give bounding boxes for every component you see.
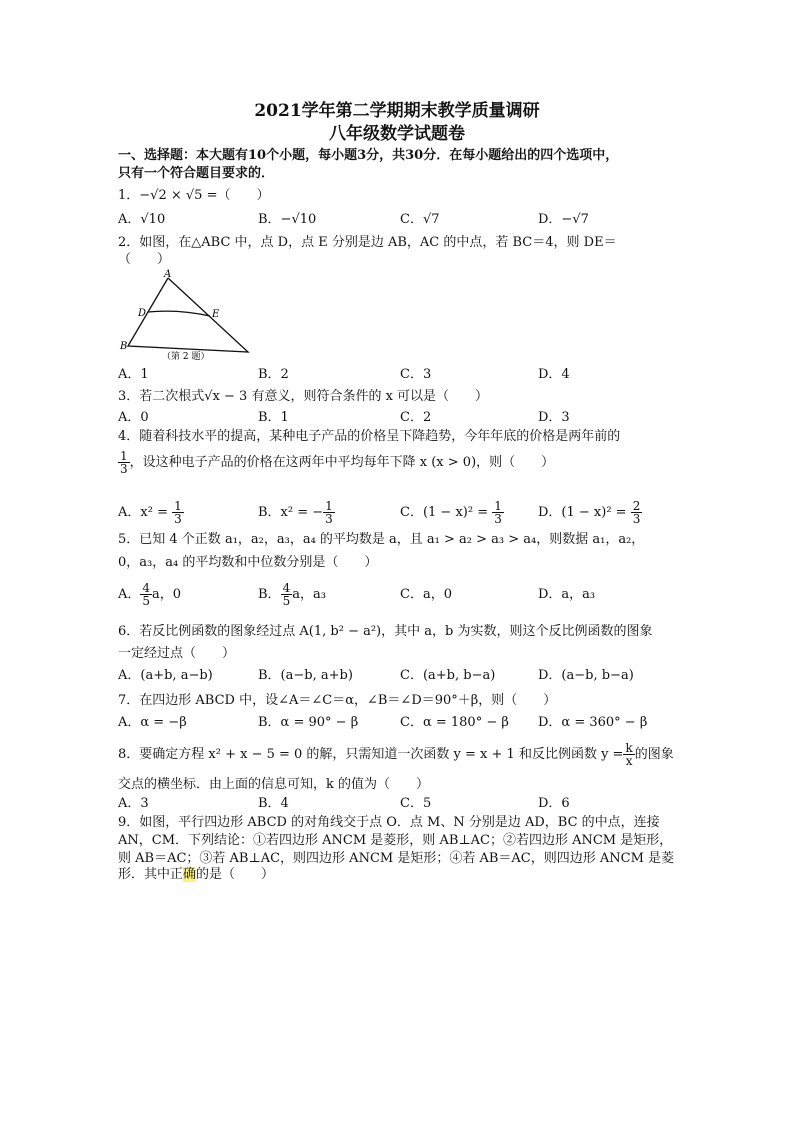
q4-option-c: C．(1 − x)² = $\frac{1}{3}$ (400, 499, 502, 526)
q5-stem-cont: 0，a₃，a₄ 的平均数和中位数分别是（ ） (118, 555, 378, 570)
q6-stem: 6．若反比例函数的图象经过点 A(1, b² − a²)，其中 a，b 为实数，则这个反比例函数的图象 (118, 624, 653, 639)
q9-stem-4: 形．其中正 (118, 867, 184, 882)
q1-stem: 1．−√2 × √5 =（ ） (118, 188, 270, 203)
q4-option-b: B．x² = − $\frac{1}{3}$ (258, 499, 333, 526)
q2-stem: 2．如图，在△ABC 中，点 D，点 E 分别是边 AB，AC 的中点，若 BC＝4，则 DE＝ (118, 235, 617, 250)
section-heading: 一、选择题：本大题有10个小题，每小题3分，共30分．在每小题给出的四个选项中， (118, 148, 619, 163)
q1-option-b: B．−√10 (258, 212, 317, 227)
q8-stem-row (118, 738, 674, 772)
q1-options (118, 211, 678, 229)
q6-options (118, 667, 678, 685)
q6-option-b: B．(a−b, a+b) (258, 668, 353, 683)
q3-option-b: B．1 (258, 410, 289, 425)
figure-caption: （第 2 题） (162, 352, 210, 362)
q6-option-a: A．(a+b, a−b) (118, 668, 213, 683)
q7-stem: 7．在四边形 ABCD 中，设∠A＝∠C＝α，∠B＝∠D＝90°＋β，则（ ） (118, 693, 557, 708)
q6-option-c: C．(a+b, b−a) (400, 668, 496, 683)
q2-option-d: D．4 (538, 367, 570, 382)
q4-option-d: D．(1 − x)² = $\frac{2}{3}$ (538, 499, 641, 526)
q8-stem-tail: 的图象 (634, 747, 674, 762)
q8-stem: 8．要确定方程 x² + x − 5 = 0 的解，只需知道一次函数 y = x + 1 和反比例函数 y = (118, 747, 624, 762)
q7-option-b: B．α = 90° − β (258, 715, 359, 730)
q4-options (118, 498, 678, 528)
q2-option-b: B．2 (258, 367, 289, 382)
q8-options (118, 795, 678, 813)
q9-stem-4-tail: 的是（ ） (196, 867, 275, 882)
q2-triangle-figure (118, 266, 258, 362)
q3-stem: 3．若二次根式√x − 3 有意义，则符合条件的 x 可以是（ ） (118, 389, 489, 404)
q4-option-a: A．x² = $\frac{1}{3}$ (118, 499, 182, 526)
q1-option-d: D．−√7 (538, 212, 589, 227)
q5-option-c: C．a，0 (400, 587, 452, 602)
q1-option-c: C．√7 (400, 212, 440, 227)
q3-option-a: A．0 (118, 410, 149, 425)
q5-option-b: B． $\frac{4}{5}$ a，a₃ (258, 581, 326, 608)
q8-option-d: D．6 (538, 796, 570, 811)
q6-stem-cont: 一定经过点（ ） (118, 646, 236, 661)
q8-fraction: $\frac{k}{x}$ (625, 741, 633, 768)
q8-stem-cont: 交点的横坐标．由上面的信息可知，k 的值为（ ） (118, 777, 430, 792)
label-e: E (212, 309, 220, 320)
highlighted-char: 确 (183, 867, 197, 882)
q7-option-a: A．α = −β (118, 715, 187, 730)
exam-title: 2021学年第二学期期末教学质量调研 (254, 101, 540, 121)
q2-option-c: C．3 (400, 367, 432, 382)
q5-option-d: D．a，a₃ (538, 587, 596, 602)
section-heading-cont: 只有一个符合题目要求的． (118, 166, 275, 181)
q7-option-d: D．α = 360° − β (538, 715, 648, 730)
label-a: A (164, 269, 172, 280)
label-b: B (120, 341, 128, 352)
q8-option-a: A．3 (118, 796, 149, 811)
q7-option-c: C．α = 180° − β (400, 715, 509, 730)
q5-option-a: A． $\frac{4}{5}$ a，0 (118, 581, 182, 608)
exam-subtitle: 八年级数学试题卷 (329, 124, 465, 144)
q8-option-c: C．5 (400, 796, 432, 811)
q2-option-a: A．1 (118, 367, 149, 382)
q2-options (118, 366, 678, 384)
q3-option-c: C．2 (400, 410, 432, 425)
q9-stem-1: 9．如图，平行四边形 ABCD 的对角线交于点 O．点 M、N 分别是边 AD，BC 的中点，连接 (118, 815, 660, 830)
q4-stem-cont: ，设这种电子产品的价格在这两年中平均每年下降 x (x > 0)，则（ ） (129, 455, 555, 470)
segment-de (148, 311, 210, 316)
label-d: D (138, 308, 147, 319)
q2-stem-cont: （ ） (118, 252, 171, 267)
q9-stem-2: AN，CM．下列结论：①若四边形 ANCM 是菱形，则 AB⊥AC；②若四边形 ANCM 是矩形， (118, 833, 673, 848)
q7-options (118, 714, 678, 732)
q6-option-d: D．(a−b, b−a) (538, 668, 634, 683)
q9-stem-3: 则 AB＝AC；③若 AB⊥AC，则四边形 ANCM 是矩形；④若 AB＝AC，则四边形 ANCM 是菱 (118, 851, 675, 866)
q3-option-d: D．3 (538, 410, 570, 425)
q5-options (118, 580, 678, 610)
q4-fraction: $\frac{1}{3}$ (120, 449, 128, 476)
q9-stem-4-row (118, 867, 274, 883)
q3-options (118, 409, 678, 427)
q4-stem: 4．随着科技水平的提高，某种电子产品的价格呈下降趋势，今年年底的价格是两年前的 (118, 429, 621, 444)
q4-stem-cont-row (118, 446, 554, 480)
q5-stem: 5．已知 4 个正数 a₁，a₂，a₃，a₄ 的平均数是 a，且 a₁ > a₂ > a₃ > a₄，则数据 a₁，a₂， (118, 532, 645, 547)
q8-option-b: B．4 (258, 796, 289, 811)
q1-option-a: A．√10 (118, 212, 166, 227)
